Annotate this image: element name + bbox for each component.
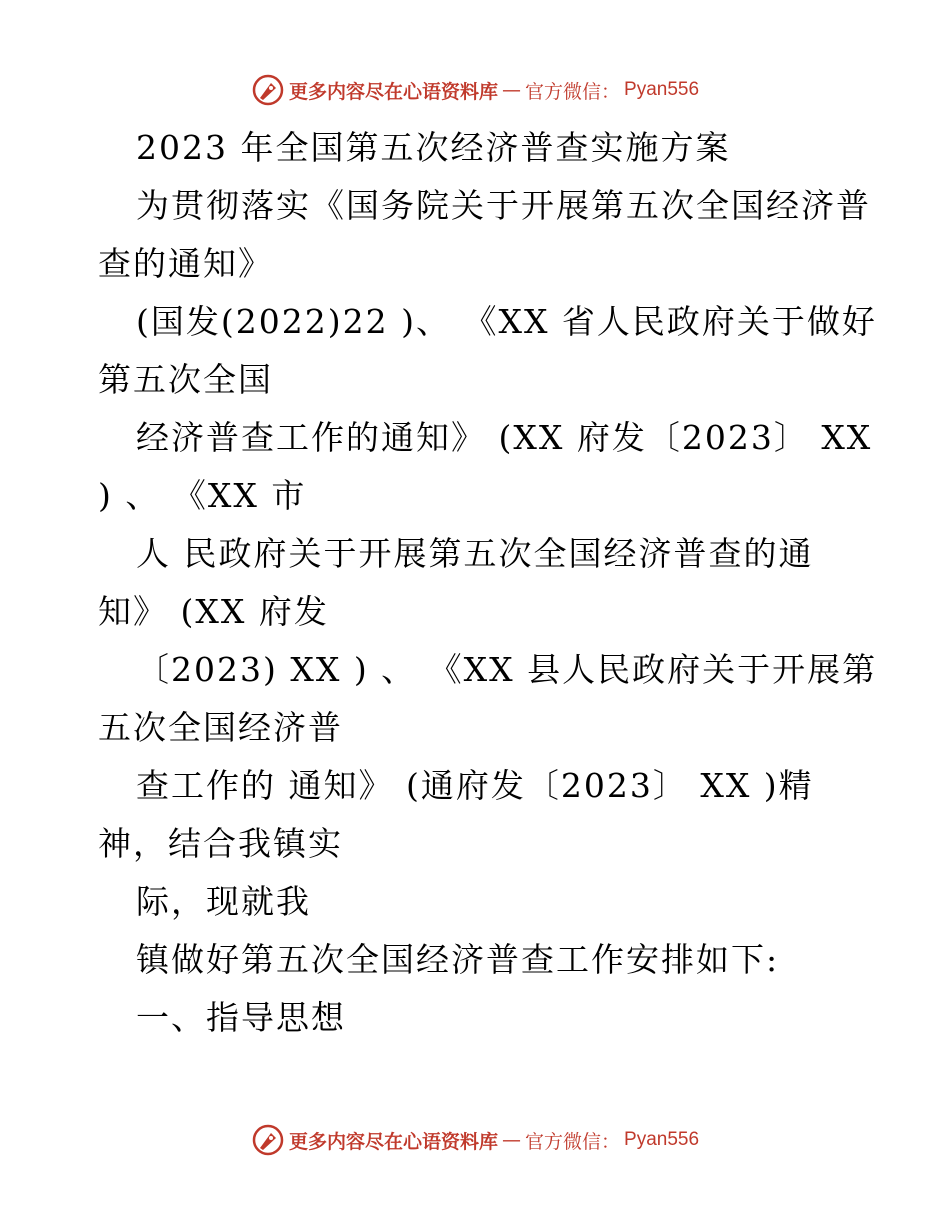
document-line: 神，结合我镇实 (98, 824, 343, 863)
pen-nib-icon (251, 73, 285, 107)
document-line: 为贯彻落实《国务院关于开展第五次全国经济普 (136, 186, 871, 225)
document-line: 知》 (XX 府发 (98, 592, 329, 631)
document-line: 查的通知》 (98, 244, 273, 283)
watermark-brand: 更多内容尽在心语资料库 (288, 1130, 498, 1153)
document-line: 五次全国经济普 (98, 708, 343, 747)
footer-watermark (0, 1120, 950, 1160)
document-line: 镇做好第五次全国经济普查工作安排如下: (136, 940, 780, 979)
document-line: (国发(2022)22 )、 《XX 省人民政府关于做好 (136, 302, 877, 341)
document-line: 第五次全国 (98, 360, 273, 399)
watermark-account: Pyan556 (624, 79, 700, 100)
document-line: 人 民政府关于开展第五次全国经济普查的通 (136, 534, 814, 573)
pen-nib-icon (251, 1123, 285, 1157)
document-title: 2023 年全国第五次经济普查实施方案 (136, 128, 731, 167)
document-line: 经济普查工作的通知》 (XX 府发〔2023〕 XX (136, 418, 873, 457)
document-line: 际，现就我 (136, 882, 311, 921)
watermark-wechat-label: 官方微信 (524, 80, 601, 103)
watermark-separator: — (501, 1129, 521, 1151)
document-line: ) 、 《XX 市 (98, 476, 307, 515)
watermark-separator: — (501, 79, 521, 101)
watermark-colon: ： (601, 1130, 621, 1153)
watermark-colon: ： (601, 80, 621, 103)
watermark-brand: 更多内容尽在心语资料库 (288, 80, 498, 103)
document-line: 查工作的 通知》 (通府发〔2023〕 XX )精 (136, 766, 814, 805)
section-heading: 一、指导思想 (136, 998, 346, 1037)
watermark-account: Pyan556 (624, 1129, 700, 1150)
watermark-wechat-label: 官方微信 (524, 1130, 601, 1153)
header-watermark (0, 70, 950, 110)
document-line: 〔2023) XX ) 、 《XX 县人民政府关于开展第 (136, 650, 878, 689)
